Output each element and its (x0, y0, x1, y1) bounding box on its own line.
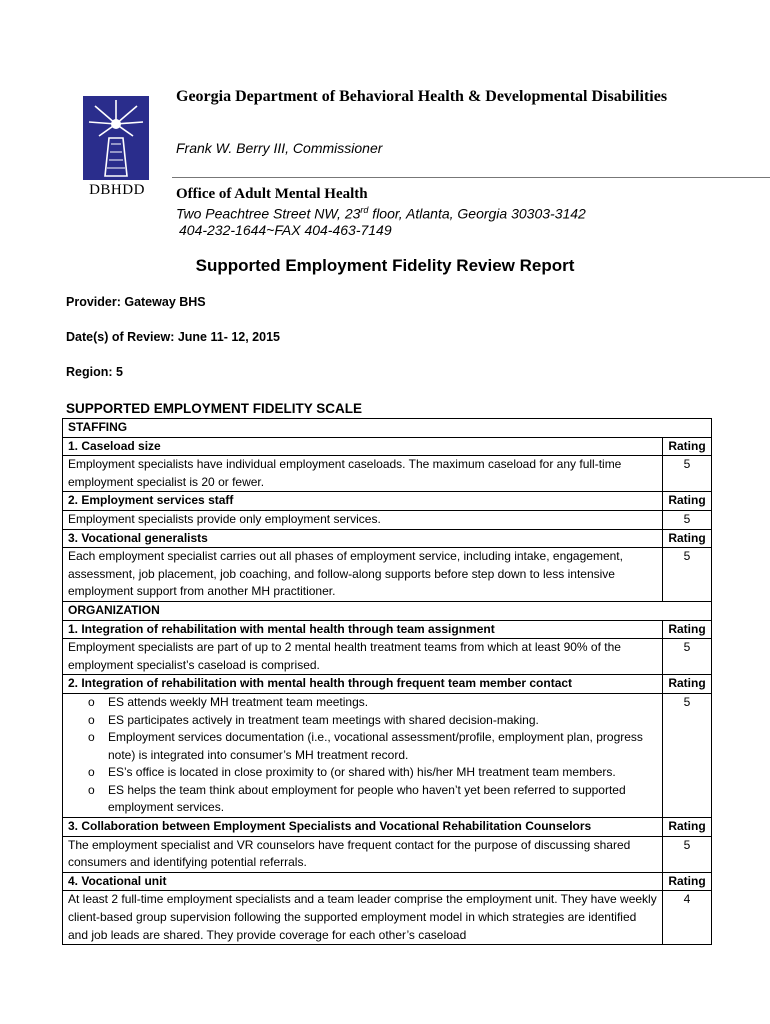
commissioner: Frank W. Berry III, Commissioner (176, 140, 383, 156)
table-row (63, 818, 712, 837)
list-item: o ES helps the team think about employment for people who haven’t yet been referred to supported employment services. (108, 782, 657, 817)
rating-value: 5 (663, 639, 712, 675)
table-row (63, 529, 712, 548)
rating-label: Rating (663, 529, 712, 548)
item-description: Each employment specialist carries out all phases of employment service, including intake, engagement, assessment, job placement, job coaching, and follow-along supports before step down to less intensive employment support from another MH practitioner. (63, 548, 663, 602)
list-item: o ES attends weekly MH treatment team meetings. (108, 694, 657, 712)
staffing-heading: STAFFING (63, 419, 712, 438)
rating-value: 5 (663, 693, 712, 817)
header-divider (172, 177, 770, 178)
scale-title: SUPPORTED EMPLOYMENT FIDELITY SCALE (66, 401, 363, 416)
item-description: The employment specialist and VR counselors have frequent contact for the purpose of discussing shared consumers and identifying potential referrals. (63, 836, 663, 872)
review-dates-line: Date(s) of Review: June 11- 12, 2015 (66, 330, 280, 344)
item-description: Employment specialists provide only employment services. (63, 510, 663, 529)
staffing-header-row (63, 419, 712, 438)
region-line: Region: 5 (66, 365, 123, 379)
list-item: o Employment services documentation (i.e., vocational assessment/profile, employment plan, progress note) is integrated into consumer’s MH treatment record. (108, 729, 657, 764)
item-title: 3. Collaboration between Employment Specialists and Vocational Rehabilitation Counselors (63, 818, 663, 837)
fidelity-table (62, 418, 712, 945)
dbhdd-logo (83, 96, 149, 180)
rating-label: Rating (663, 492, 712, 511)
rating-value: 5 (663, 456, 712, 492)
rating-label: Rating (663, 437, 712, 456)
table-row (63, 675, 712, 694)
rating-value: 5 (663, 836, 712, 872)
rating-value: 4 (663, 891, 712, 945)
list-item: o ES participates actively in treatment team meetings with shared decision-making. (108, 712, 657, 730)
item-title: 3. Vocational generalists (63, 529, 663, 548)
item-title: 1. Integration of rehabilitation with mental health through team assignment (63, 620, 663, 639)
table-row (63, 639, 712, 675)
item-bullets (63, 693, 663, 817)
item-description: Employment specialists have individual employment caseloads. The maximum caseload for any full-time employment specialist is 20 or fewer. (63, 456, 663, 492)
item-title: 2. Employment services staff (63, 492, 663, 511)
table-row (63, 492, 712, 511)
rating-value: 5 (663, 548, 712, 602)
provider-line: Provider: Gateway BHS (66, 295, 206, 309)
organization-heading: ORGANIZATION (63, 601, 712, 620)
item-title: 2. Integration of rehabilitation with mental health through frequent team member contact (63, 675, 663, 694)
address-ordinal: rd (360, 205, 369, 215)
address-street: Two Peachtree Street NW, 23 (176, 205, 361, 222)
office-phone: 404-232-1644~FAX 404-463-7149 (179, 222, 392, 238)
list-item: o ES’s office is located in close proximity to (or shared with) his/her MH treatment team members. (108, 764, 657, 782)
office-name: Office of Adult Mental Health (176, 186, 368, 202)
table-row (63, 510, 712, 529)
table-row (63, 836, 712, 872)
table-row (63, 891, 712, 945)
report-title: Supported Employment Fidelity Review Report (195, 256, 575, 275)
table-row (63, 620, 712, 639)
table-row (63, 548, 712, 602)
logo-text: DBHDD (89, 182, 145, 198)
rating-label: Rating (663, 818, 712, 837)
item-title: 1. Caseload size (63, 437, 663, 456)
table-row (63, 693, 712, 817)
rating-label: Rating (663, 675, 712, 694)
table-row (63, 456, 712, 492)
table-row (63, 437, 712, 456)
rating-label: Rating (663, 872, 712, 891)
item-description: Employment specialists are part of up to 2 mental health treatment teams from which at least 90% of the employment specialist’s caseload is comprised. (63, 639, 663, 675)
rating-value: 5 (663, 510, 712, 529)
logo-figure-icon (83, 96, 149, 180)
office-address (176, 205, 586, 222)
organization-header-row (63, 601, 712, 620)
rating-label: Rating (663, 620, 712, 639)
item-title: 4. Vocational unit (63, 872, 663, 891)
item-description: At least 2 full-time employment specialists and a team leader comprise the employment unit. They have weekly client-based group supervision following the supported employment model in which strategies are identified and job leads are shared. They provide coverage for each other’s caseload (63, 891, 663, 945)
org-title: Georgia Department of Behavioral Health & Developmental Disabilities (176, 88, 668, 105)
bullet-list (68, 694, 657, 817)
address-city: floor, Atlanta, Georgia 30303-3142 (368, 205, 586, 222)
table-row (63, 872, 712, 891)
